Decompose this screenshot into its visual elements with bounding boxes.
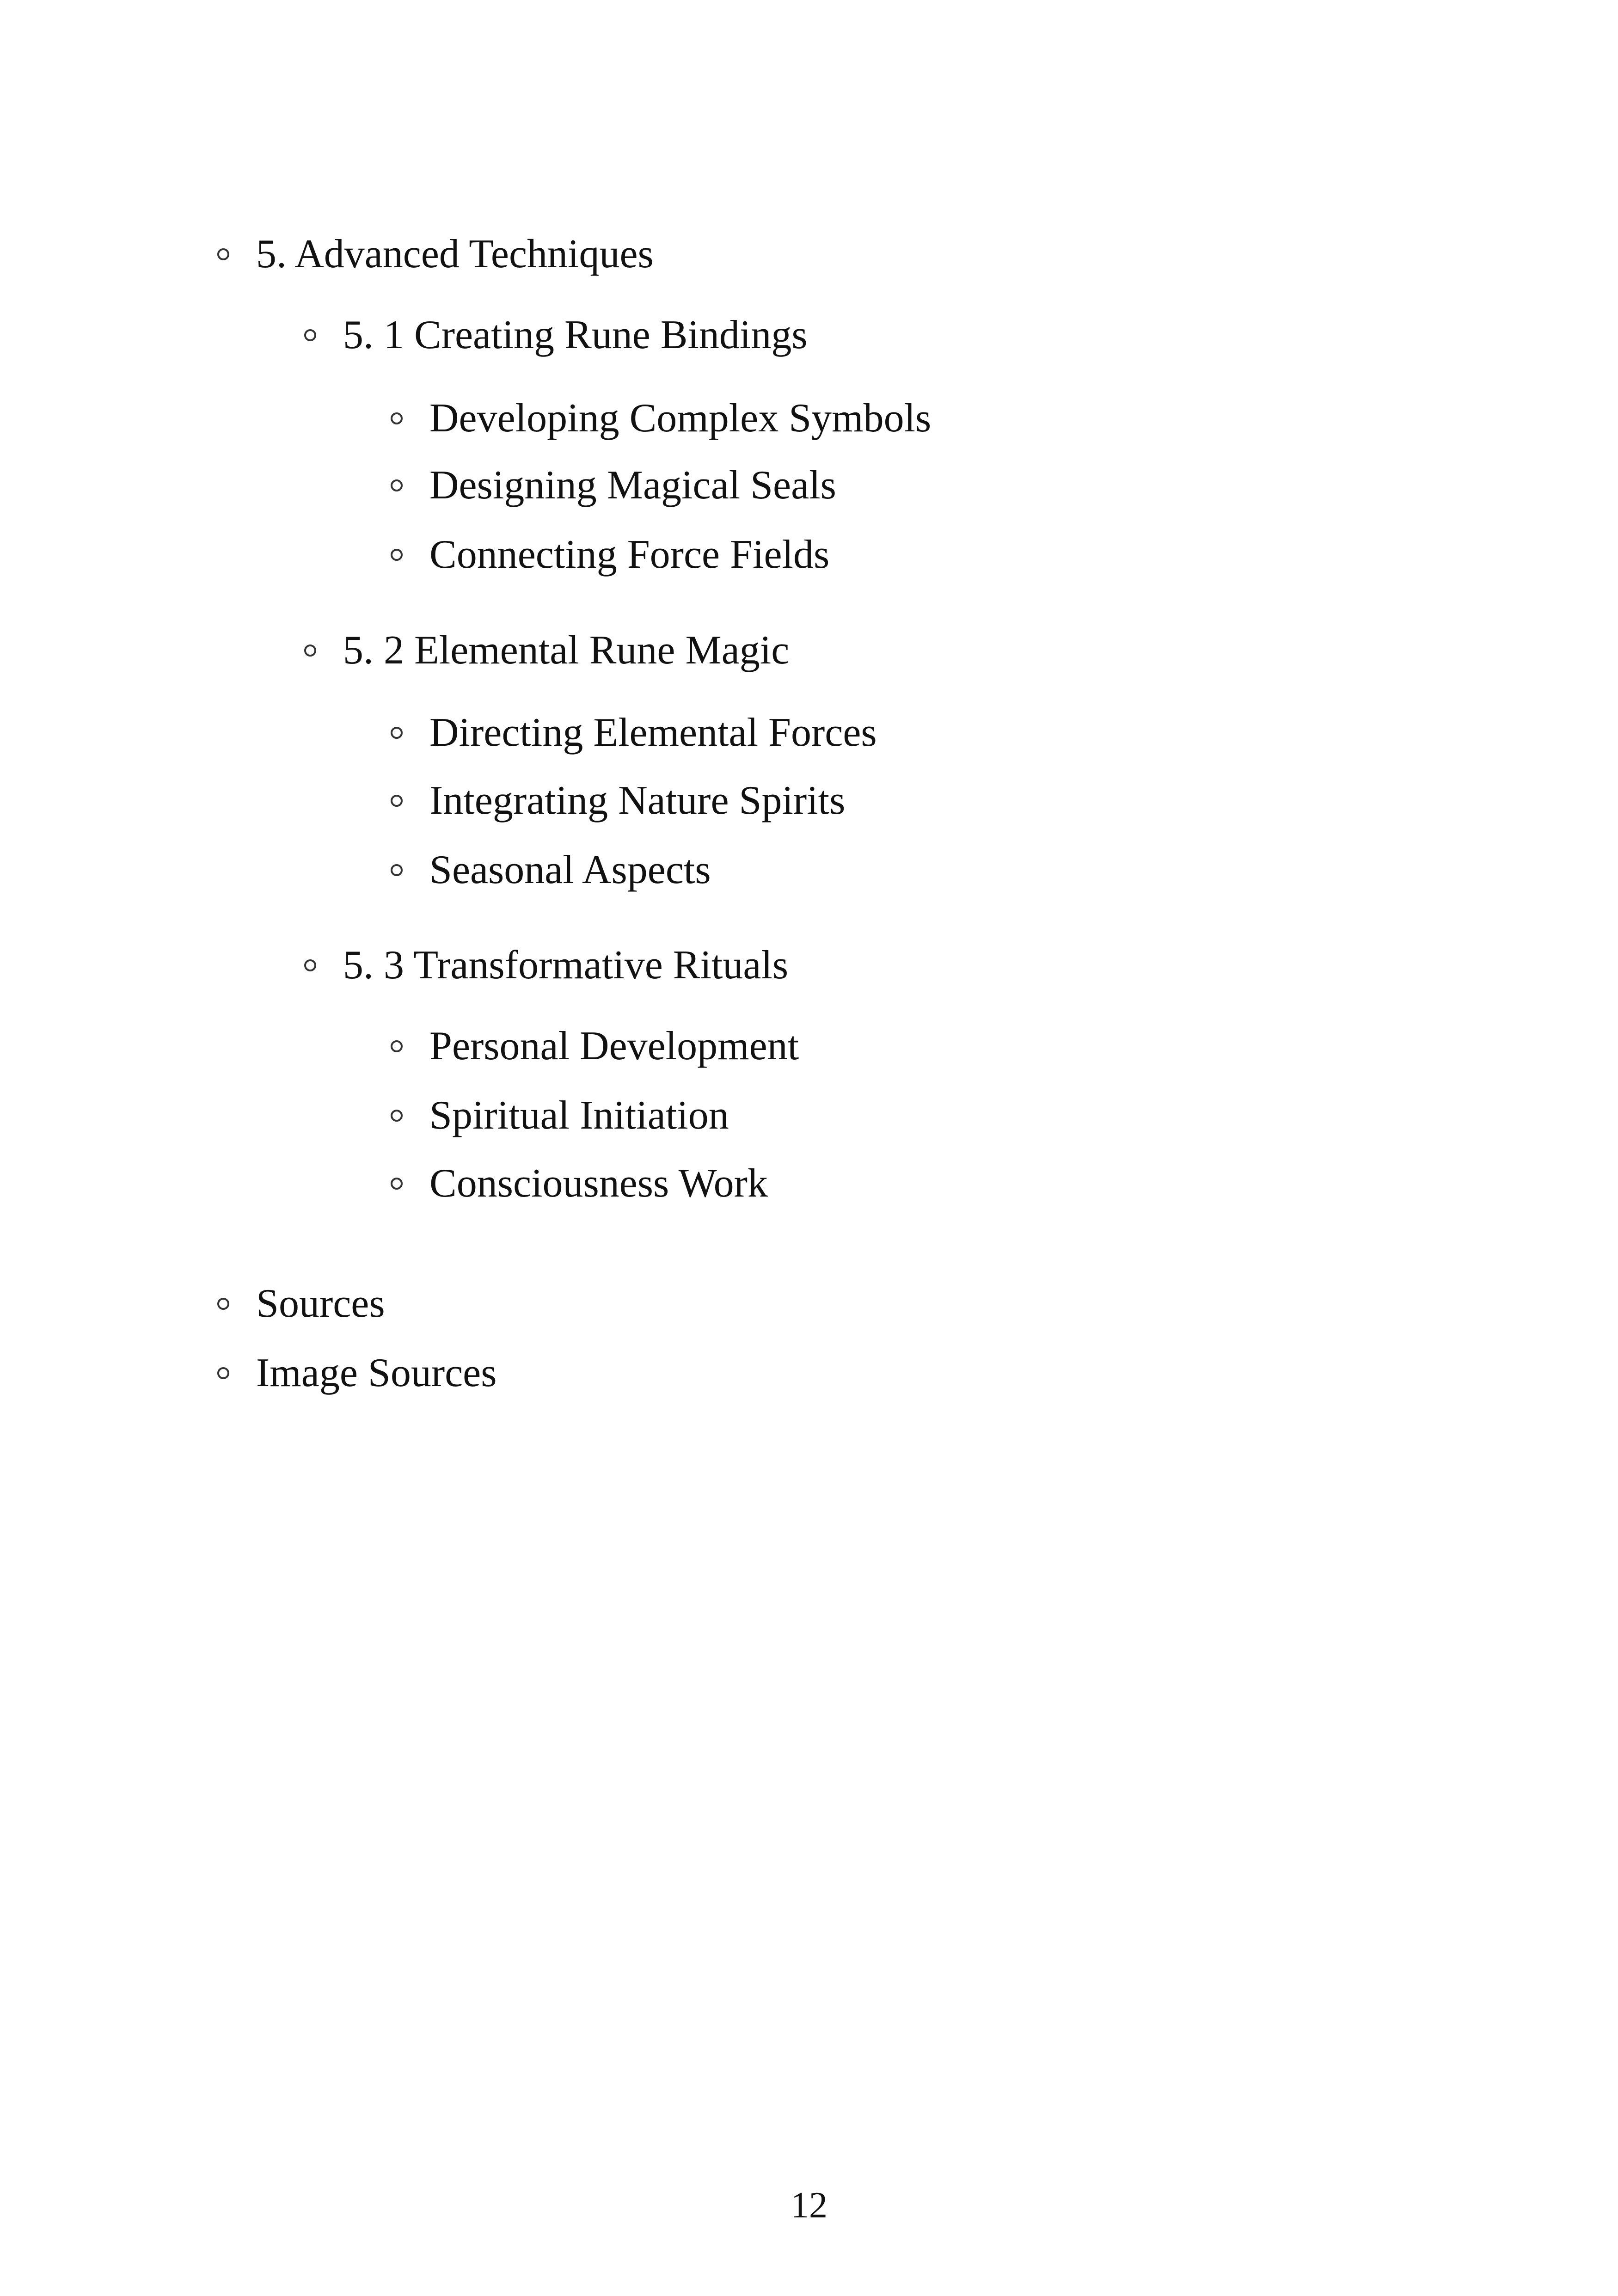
hollow-circle-bullet-icon [217, 248, 229, 260]
toc-entry-section-5-1[interactable] [304, 312, 808, 358]
toc-entry-subitem[interactable] [391, 395, 931, 442]
toc-entry-section-5-2[interactable] [304, 627, 789, 674]
hollow-circle-bullet-icon [391, 795, 403, 807]
toc-entry-advanced-techniques[interactable] [217, 231, 654, 277]
toc-entry-label: 5. 2 Elemental Rune Magic [343, 628, 790, 673]
toc-entry-label: Seasonal Aspects [429, 847, 711, 892]
toc-entry-label: Integrating Nature Spirits [429, 778, 846, 823]
toc-entry-subitem[interactable] [391, 710, 877, 756]
hollow-circle-bullet-icon [304, 645, 316, 657]
toc-entry-label: Connecting Force Fields [429, 532, 830, 577]
toc-entry-subitem[interactable] [391, 1093, 729, 1139]
toc-entry-label: 5. 3 Transformative Rituals [343, 943, 789, 988]
toc-entry-section-5-3[interactable] [304, 942, 788, 988]
toc-entry-label: Personal Development [429, 1024, 799, 1068]
hollow-circle-bullet-icon [391, 864, 403, 876]
hollow-circle-bullet-icon [391, 412, 403, 424]
toc-entry-subitem[interactable] [391, 532, 829, 578]
toc-entry-label: Sources [256, 1281, 385, 1326]
hollow-circle-bullet-icon [217, 1367, 229, 1379]
hollow-circle-bullet-icon [217, 1298, 229, 1310]
toc-entry-label: Developing Complex Symbols [429, 396, 932, 441]
toc-entry-label: Consciousness Work [429, 1161, 768, 1206]
toc-entry-sources[interactable] [217, 1281, 385, 1327]
toc-entry-subitem[interactable] [391, 462, 836, 509]
hollow-circle-bullet-icon [391, 1040, 403, 1052]
toc-entry-label: Designing Magical Seals [429, 463, 836, 508]
toc-entry-label: Spiritual Initiation [429, 1093, 729, 1138]
toc-entry-label: 5. 1 Creating Rune Bindings [343, 313, 808, 357]
hollow-circle-bullet-icon [304, 959, 316, 971]
hollow-circle-bullet-icon [391, 727, 403, 739]
toc-entry-subitem[interactable] [391, 1023, 799, 1069]
toc-entry-label: 5. Advanced Techniques [256, 232, 654, 276]
hollow-circle-bullet-icon [391, 549, 403, 561]
hollow-circle-bullet-icon [391, 479, 403, 491]
toc-entry-subitem[interactable] [391, 847, 711, 893]
toc-entry-label: Image Sources [256, 1351, 497, 1395]
hollow-circle-bullet-icon [304, 329, 316, 341]
toc-entry-image-sources[interactable] [217, 1350, 496, 1396]
toc-entry-label: Directing Elemental Forces [429, 710, 877, 755]
toc-entry-subitem[interactable] [391, 778, 845, 824]
hollow-circle-bullet-icon [391, 1110, 403, 1122]
hollow-circle-bullet-icon [391, 1178, 403, 1190]
page-number: 12 [791, 2185, 827, 2226]
toc-entry-subitem[interactable] [391, 1160, 768, 1207]
